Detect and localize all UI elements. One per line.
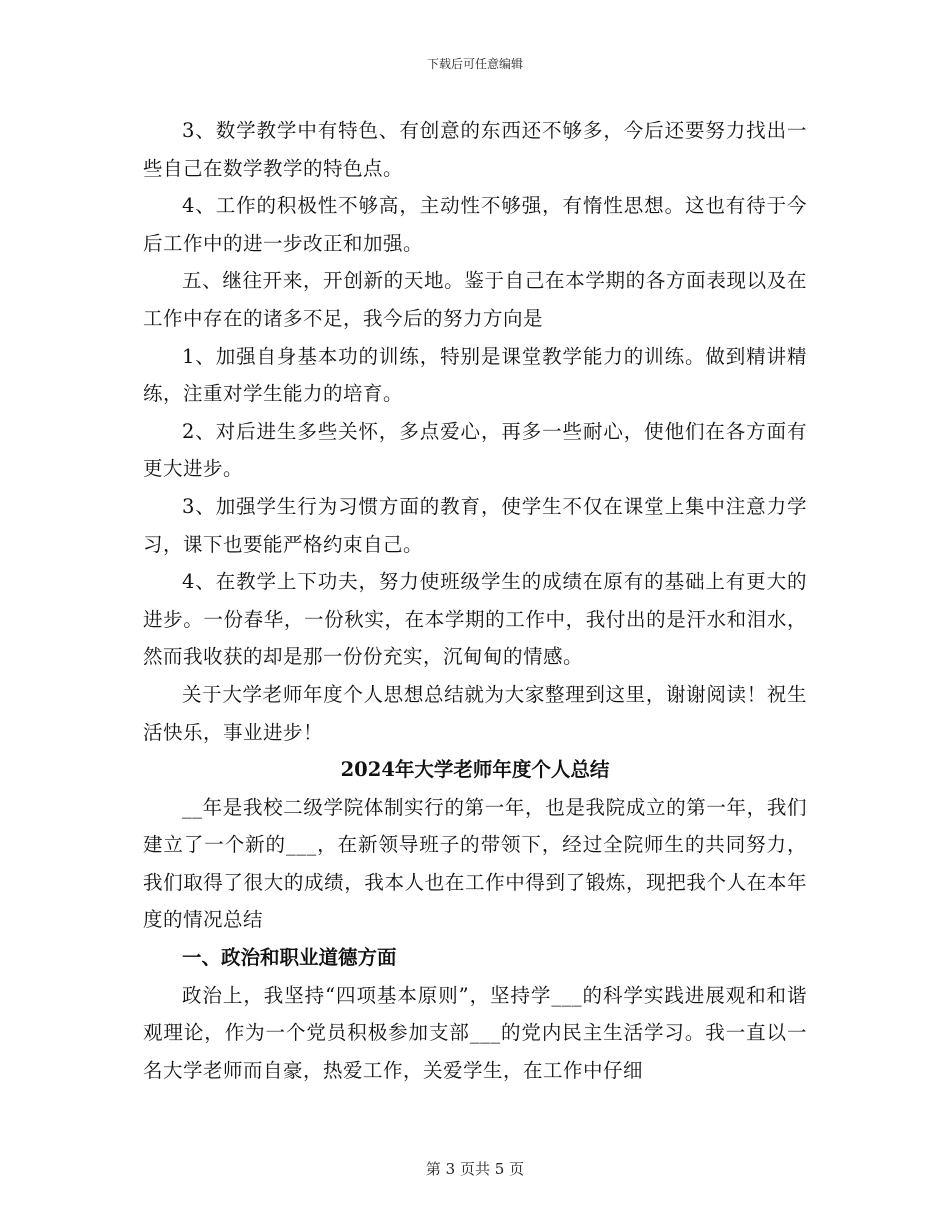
paragraph: 关于大学老师年度个人思想总结就为大家整理到这里，谢谢阅读！祝生活快乐，事业进步！ [143,682,807,744]
paragraph: 五、继往开来，开创新的天地。鉴于自己在本学期的各方面表现以及在工作中存在的诸多不足，我今后的努力方向是 [143,269,807,330]
section-paragraph: 政治上，我坚持“四项基本原则”，坚持学___的科学实践进展观和和谐观理论，作为一个党员积极参加支部___的党内民主生活学习。我一直以一名大学老师而自豪，热爱工作，关爱学生，在工作中仔细 [143,983,807,1082]
document-title: 2024年大学老师年度个人总结 [340,758,610,782]
paragraph: 4、在教学上下功夫，努力使班级学生的成绩在原有的基础上有更大的进步。一份春华，一份秋实，在本学期的工作中，我付出的是汗水和泪水，然而我收获的却是那一份份充实，沉甸甸的情感。 [143,570,807,669]
paragraph: 4、工作的积极性不够高，主动性不够强，有惰性思想。这也有待于今后工作中的进一步改正和加强。 [143,194,807,255]
document-body [143,112,807,1089]
page-header: 下载后可任意编辑 [426,57,523,71]
section-heading: 一、政治和职业道德方面 [182,946,397,970]
paragraph: 1、加强自身基本功的训练，特别是课堂教学能力的训练。做到精讲精练，注重对学生能力的培育。 [143,344,807,406]
page-footer: 第 3 页共 5 页 [425,1160,525,1178]
paragraph: 3、加强学生行为习惯方面的教育，使学生不仅在课堂上集中注意力学习，课下也要能严格约束自己。 [143,494,807,556]
paragraph: 2、对后进生多些关怀，多点爱心，再多一些耐心，使他们在各方面有更大进步。 [143,419,807,481]
intro-paragraph: __年是我校二级学院体制实行的第一年，也是我院成立的第一年，我们建立了一个新的___，在新领导班子的带领下，经过全院师生的共同努力，我们取得了很大的成绩，我本人也在工作中得到了锻炼，现把我个人在本年度的情况总结 [143,795,807,932]
paragraph: 3、数学教学中有特色、有创意的东西还不够多，今后还要努力找出一些自己在数学教学的特色点。 [143,119,807,180]
